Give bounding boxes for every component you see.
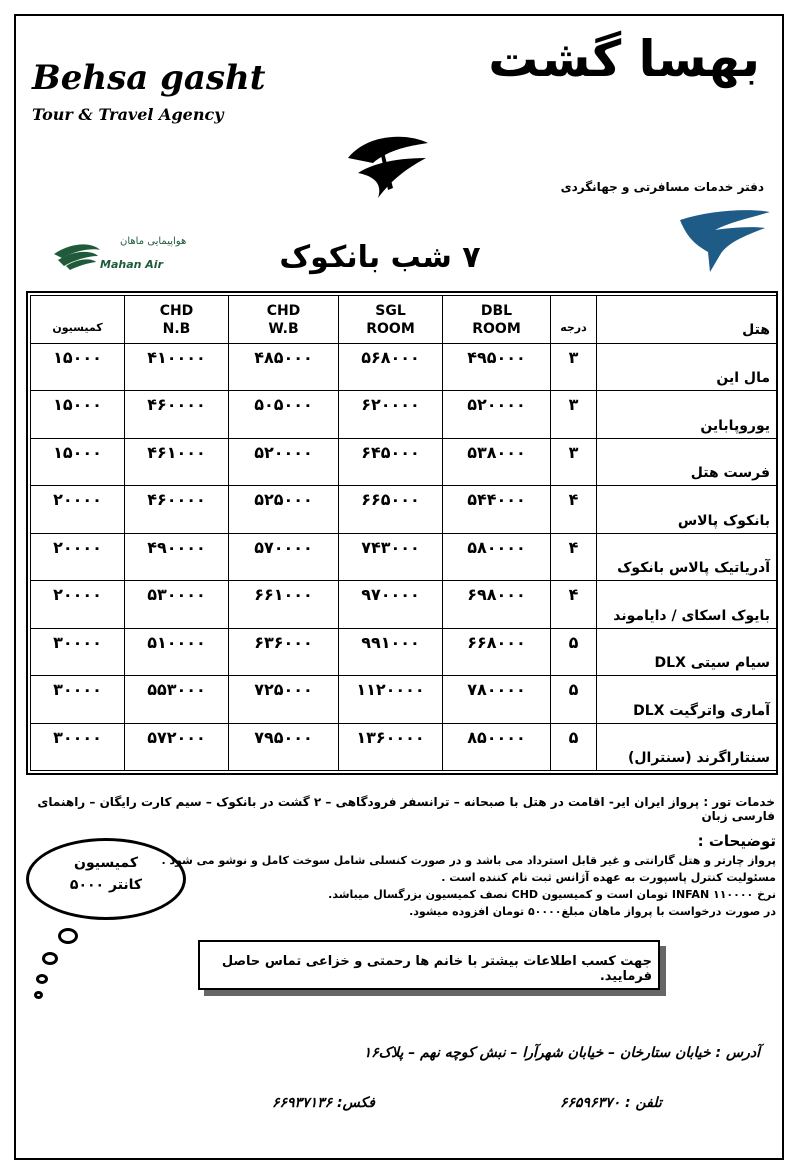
table-header-row	[31, 296, 777, 344]
price-sgl: ۷۴۳۰۰۰	[339, 533, 443, 580]
price-chd-wb: ۷۹۵۰۰۰	[229, 723, 339, 771]
hotel-grade: ۳	[551, 344, 597, 391]
commission: ۲۰۰۰۰	[31, 486, 125, 533]
header-sgl-line2: ROOM	[366, 320, 415, 337]
price-chd-nb: ۴۶۰۰۰۰	[125, 486, 229, 533]
brand-tagline: Tour & Travel Agency	[32, 105, 224, 124]
table-row	[31, 533, 777, 580]
table-row	[31, 628, 777, 675]
hotel-grade: ۵	[551, 723, 597, 771]
cloud-bubble-large	[58, 928, 78, 944]
price-chd-nb: ۴۱۰۰۰۰	[125, 344, 229, 391]
header-chd-wb	[229, 296, 339, 344]
agency-logo-icon	[338, 128, 438, 208]
header-sgl	[339, 296, 443, 344]
cloud-line-2: کانتر ۵۰۰۰	[69, 877, 143, 893]
price-dbl: ۵۸۰۰۰۰	[443, 533, 551, 580]
hotel-name: آماری واترگیت DLX	[597, 676, 777, 723]
price-sgl: ۵۶۸۰۰۰	[339, 344, 443, 391]
table-row	[31, 676, 777, 723]
hotel-name: فرست هتل	[597, 438, 777, 485]
price-chd-nb: ۴۶۰۰۰۰	[125, 391, 229, 438]
hotel-grade: ۳	[551, 391, 597, 438]
price-sgl: ۶۶۵۰۰۰	[339, 486, 443, 533]
commission: ۳۰۰۰۰	[31, 723, 125, 771]
header-dbl-line2: ROOM	[472, 320, 521, 337]
cloud-bubble-small	[36, 974, 48, 984]
contact-box	[198, 940, 660, 990]
price-sgl: ۹۷۰۰۰۰	[339, 581, 443, 628]
price-chd-wb: ۵۷۰۰۰۰	[229, 533, 339, 580]
page-title: ۷ شب بانکوک	[279, 240, 481, 275]
commission: ۳۰۰۰۰	[31, 628, 125, 675]
brand-name-fa: بهسا گشت	[488, 30, 760, 88]
hotel-name: سنتاراگرند (سنترال)	[597, 723, 777, 771]
price-dbl: ۶۶۸۰۰۰	[443, 628, 551, 675]
header-sgl-line1: SGL	[375, 302, 406, 319]
table-row	[31, 486, 777, 533]
header-chd-nb-line2: N.B	[162, 320, 191, 337]
address: آدرس : خیابان ستارخان – خیابان شهرآرا – نبش کوچه نهم – پلاک۱۶	[363, 1045, 760, 1061]
iran-air-logo-icon	[670, 200, 780, 280]
commission: ۲۰۰۰۰	[31, 581, 125, 628]
price-sgl: ۹۹۱۰۰۰	[339, 628, 443, 675]
header-chd-wb-line2: W.B	[268, 320, 299, 337]
hotel-name: بانکوک پالاس	[597, 486, 777, 533]
header-hotel: هتل	[597, 296, 777, 344]
note-line: در صورت درخواست با پرواز ماهان مبلغ۵۰۰۰۰ تومان افزوده میشود.	[409, 905, 776, 918]
price-table-frame	[26, 291, 778, 775]
brand-name-en: Behsa gasht	[32, 58, 266, 98]
price-dbl: ۸۵۰۰۰۰	[443, 723, 551, 771]
notes-title: توضیحات :	[697, 832, 776, 850]
fax: فکس: ۶۶۹۳۷۱۳۶	[272, 1095, 375, 1111]
airline-name-fa: هواپیمایی ماهان	[120, 236, 187, 247]
price-chd-nb: ۴۶۱۰۰۰	[125, 438, 229, 485]
contact-text: جهت کسب اطلاعات بیشتر با خانم ها رحمتی و خزاعی تماس حاصل فرمایید.	[221, 954, 652, 984]
header-dbl-line1: DBL	[480, 302, 513, 319]
commission: ۱۵۰۰۰	[31, 391, 125, 438]
price-chd-nb: ۵۵۳۰۰۰	[125, 676, 229, 723]
hotel-name: مال این	[597, 344, 777, 391]
table-row	[31, 438, 777, 485]
hotel-grade: ۳	[551, 438, 597, 485]
price-sgl: ۱۱۲۰۰۰۰	[339, 676, 443, 723]
table-row	[31, 391, 777, 438]
airline-name: Mahan Air	[100, 258, 163, 271]
tour-services: خدمات تور : پرواز ایران ایر- اقامت در هتل با صبحانه – ترانسفر فرودگاهی – ۲ گشت در بانکوک – سیم کارت رایگان – راهنمای فارسی زبان	[37, 795, 775, 823]
price-sgl: ۶۴۵۰۰۰	[339, 438, 443, 485]
price-sgl: ۶۲۰۰۰۰	[339, 391, 443, 438]
cloud-bubble-medium	[42, 952, 58, 965]
price-chd-wb: ۶۶۱۰۰۰	[229, 581, 339, 628]
header-chd-nb	[125, 296, 229, 344]
price-dbl: ۶۹۸۰۰۰	[443, 581, 551, 628]
commission: ۳۰۰۰۰	[31, 676, 125, 723]
price-chd-wb: ۶۳۶۰۰۰	[229, 628, 339, 675]
table-row	[31, 581, 777, 628]
price-dbl: ۵۲۰۰۰۰	[443, 391, 551, 438]
price-chd-wb: ۵۰۵۰۰۰	[229, 391, 339, 438]
price-chd-nb: ۴۹۰۰۰۰	[125, 533, 229, 580]
price-dbl: ۵۳۸۰۰۰	[443, 438, 551, 485]
hotel-grade: ۵	[551, 628, 597, 675]
table-row	[31, 723, 777, 771]
table-row	[31, 344, 777, 391]
hotel-grade: ۵	[551, 676, 597, 723]
price-chd-wb: ۵۲۵۰۰۰	[229, 486, 339, 533]
notes-list	[161, 852, 776, 920]
price-chd-nb: ۵۳۰۰۰۰	[125, 581, 229, 628]
hotel-grade: ۴	[551, 533, 597, 580]
price-dbl: ۴۹۵۰۰۰	[443, 344, 551, 391]
note-line: مسئولیت کنترل پاسپورت به عهده آژانس ثبت نام کننده است .	[441, 871, 776, 884]
commission: ۲۰۰۰۰	[31, 533, 125, 580]
cloud-line-1: کمیسیون	[74, 855, 138, 871]
commission: ۱۵۰۰۰	[31, 438, 125, 485]
note-line: نرخ INFAN ۱۱۰۰۰۰ تومان است و کمیسیون CHD نصف کمیسیون بزرگسال میباشد.	[328, 888, 776, 901]
agency-description: دفتر خدمات مسافرتی و جهانگردی	[560, 180, 764, 194]
price-chd-nb: ۵۱۰۰۰۰	[125, 628, 229, 675]
header-grade: درجه	[551, 296, 597, 344]
header-chd-wb-line1: CHD	[266, 302, 301, 319]
hotel-name: آدریاتیک پالاس بانکوک	[597, 533, 777, 580]
price-table	[30, 295, 777, 771]
header-commission: کمیسیون	[31, 296, 125, 344]
hotel-grade: ۴	[551, 581, 597, 628]
price-dbl: ۵۴۴۰۰۰	[443, 486, 551, 533]
commission-cloud-text	[26, 852, 186, 896]
phone: تلفن : ۶۶۵۹۶۳۷۰	[560, 1095, 662, 1111]
hotel-name: بایوک اسکای / دایاموند	[597, 581, 777, 628]
price-dbl: ۷۸۰۰۰۰	[443, 676, 551, 723]
price-sgl: ۱۳۶۰۰۰۰	[339, 723, 443, 771]
commission: ۱۵۰۰۰	[31, 344, 125, 391]
header-dbl	[443, 296, 551, 344]
hotel-grade: ۴	[551, 486, 597, 533]
cloud-bubble-tiny	[34, 991, 43, 999]
price-chd-wb: ۵۲۰۰۰۰	[229, 438, 339, 485]
hotel-name: سیام سیتی DLX	[597, 628, 777, 675]
price-chd-wb: ۴۸۵۰۰۰	[229, 344, 339, 391]
price-chd-wb: ۷۲۵۰۰۰	[229, 676, 339, 723]
price-chd-nb: ۵۷۲۰۰۰	[125, 723, 229, 771]
note-line: پرواز چارتر و هتل گارانتی و غیر قابل استرداد می باشد و در صورت کنسلی شامل سوخت کامل و نوشو می شود .	[161, 854, 776, 867]
header-chd-nb-line1: CHD	[159, 302, 194, 319]
hotel-name: یوروپاباین	[597, 391, 777, 438]
